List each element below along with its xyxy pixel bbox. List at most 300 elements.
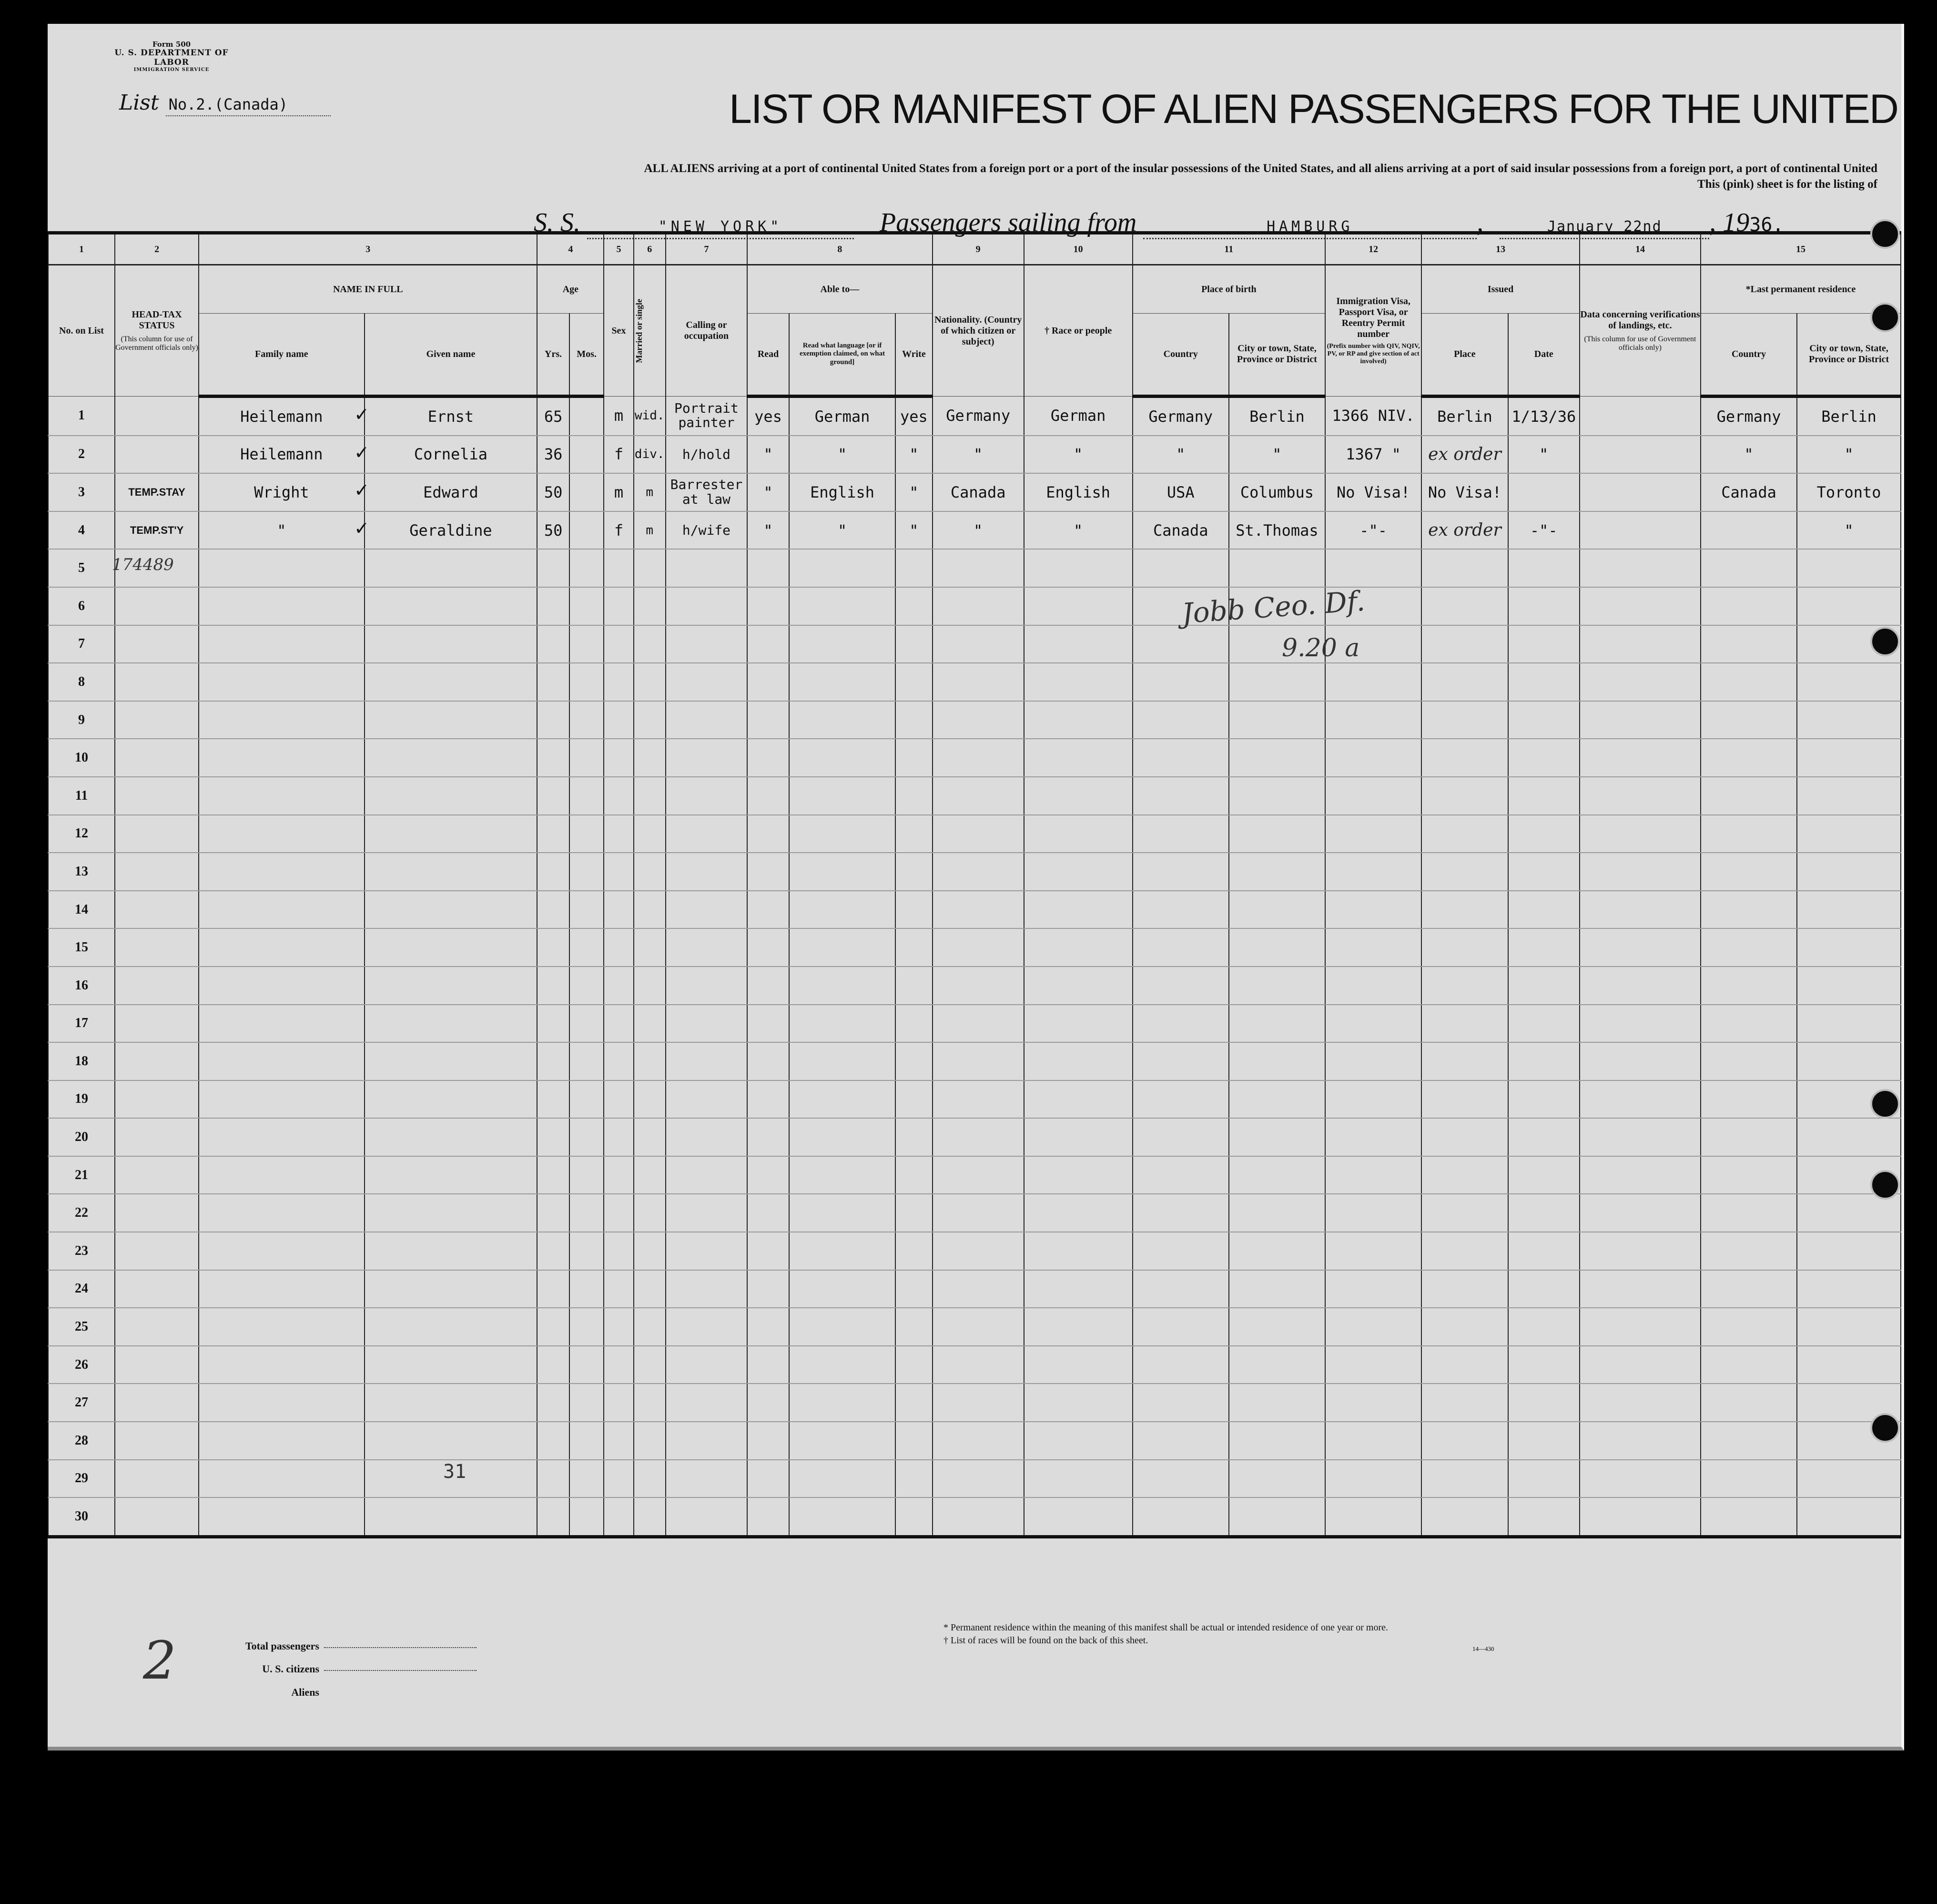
empty-cell <box>115 1270 199 1308</box>
manifest-table <box>48 231 1901 1538</box>
empty-cell <box>666 549 747 587</box>
empty-cell <box>199 1270 364 1308</box>
empty-cell <box>634 777 666 815</box>
empty-cell <box>1024 815 1133 853</box>
empty-cell <box>537 853 569 891</box>
empty-cell <box>1421 1118 1508 1156</box>
check-mark-icon: ✓ <box>355 439 368 464</box>
empty-cell <box>604 815 633 853</box>
handwritten-note-1: Jobb Ceo. Df. <box>1181 584 1366 630</box>
empty-cell <box>1580 1118 1701 1156</box>
empty-cell <box>1325 663 1421 701</box>
empty-cell <box>1024 663 1133 701</box>
empty-cell <box>1701 1080 1797 1119</box>
empty-cell <box>1797 549 1901 587</box>
empty-cell <box>789 1384 895 1422</box>
empty-row <box>48 1118 1901 1156</box>
empty-cell <box>115 587 199 625</box>
empty-cell <box>747 1042 789 1080</box>
empty-cell <box>604 967 633 1005</box>
empty-cell <box>537 549 569 587</box>
age-months <box>569 473 604 511</box>
empty-cell <box>1701 1118 1797 1156</box>
header-last-residence: *Last permanent residence <box>1701 265 1901 314</box>
empty-cell <box>1325 739 1421 777</box>
empty-cell <box>604 587 633 625</box>
empty-cell <box>604 1460 633 1498</box>
header-read-language: Read what language [or if exemption claimed, on what ground] <box>789 314 895 397</box>
empty-cell <box>895 1384 933 1422</box>
empty-cell <box>1229 1194 1325 1232</box>
empty-cell <box>747 1308 789 1346</box>
empty-cell <box>1325 891 1421 929</box>
empty-cell <box>747 1270 789 1308</box>
empty-cell <box>634 663 666 701</box>
ship-name: "NEW YORK" <box>658 218 783 235</box>
empty-cell <box>1508 625 1580 663</box>
empty-cell <box>747 663 789 701</box>
empty-cell <box>1580 891 1701 929</box>
empty-cell <box>1421 1005 1508 1043</box>
empty-cell <box>199 891 364 929</box>
empty-cell <box>365 967 537 1005</box>
empty-cell <box>1024 587 1133 625</box>
empty-cell <box>1701 1270 1797 1308</box>
empty-cell <box>634 1346 666 1384</box>
empty-cell <box>199 1080 364 1119</box>
empty-cell <box>1508 1384 1580 1422</box>
empty-row <box>48 739 1901 777</box>
empty-cell <box>569 1308 604 1346</box>
empty-cell <box>604 1422 633 1460</box>
read-language: German <box>789 397 895 436</box>
empty-cell <box>365 1118 537 1156</box>
head-tax-handwritten-number: 174489 <box>112 555 174 574</box>
empty-cell <box>634 1422 666 1460</box>
issue-date <box>1508 473 1580 511</box>
age-months <box>569 436 604 474</box>
empty-cell <box>1325 1270 1421 1308</box>
empty-cell <box>1133 625 1229 663</box>
empty-cell <box>666 625 747 663</box>
empty-cell <box>1701 928 1797 967</box>
empty-cell <box>789 1194 895 1232</box>
empty-cell <box>115 1497 199 1537</box>
empty-cell <box>604 777 633 815</box>
empty-row <box>48 928 1901 967</box>
total-passengers-label: Total passengers <box>245 1640 319 1652</box>
us-citizens-field <box>324 1658 477 1671</box>
empty-cell <box>115 1156 199 1194</box>
empty-cell <box>1229 1460 1325 1498</box>
empty-cell <box>569 663 604 701</box>
empty-cell <box>666 1118 747 1156</box>
issue-date: 1/13/36 <box>1508 397 1580 436</box>
empty-cell <box>569 739 604 777</box>
empty-cell <box>747 1080 789 1119</box>
residence-city: Berlin <box>1797 397 1901 436</box>
empty-cell <box>789 1042 895 1080</box>
row-number: 27 <box>48 1384 115 1422</box>
empty-cell <box>569 1232 604 1270</box>
empty-cell <box>1325 777 1421 815</box>
departure-port: HAMBURG <box>1267 218 1354 235</box>
empty-cell <box>537 928 569 967</box>
empty-cell <box>1024 701 1133 739</box>
can-read: yes <box>747 397 789 436</box>
empty-cell <box>1133 1042 1229 1080</box>
row-number: 2 <box>48 436 115 474</box>
empty-cell <box>365 1194 537 1232</box>
empty-cell <box>933 928 1024 967</box>
empty-cell <box>604 1194 633 1232</box>
empty-cell <box>1580 1308 1701 1346</box>
empty-cell <box>1797 587 1901 625</box>
empty-cell <box>666 1080 747 1119</box>
empty-cell <box>604 891 633 929</box>
col-num: 9 <box>933 233 1024 265</box>
empty-cell <box>1580 1156 1701 1194</box>
empty-cell <box>1508 701 1580 739</box>
empty-cell <box>569 1005 604 1043</box>
empty-cell <box>666 815 747 853</box>
header-row-1 <box>48 265 1901 314</box>
empty-row <box>48 1460 1901 1498</box>
empty-cell <box>1421 1232 1508 1270</box>
empty-cell <box>634 1460 666 1498</box>
col-num: 7 <box>666 233 747 265</box>
occupation: h/hold <box>666 436 747 474</box>
empty-cell <box>604 739 633 777</box>
age-months <box>569 511 604 550</box>
empty-cell <box>537 1080 569 1119</box>
col-num: 14 <box>1580 233 1701 265</box>
row-number: 4 <box>48 511 115 550</box>
empty-cell <box>1701 1384 1797 1422</box>
sex: f <box>604 436 633 474</box>
empty-cell <box>569 777 604 815</box>
empty-cell <box>933 1080 1024 1119</box>
header-name-in-full: NAME IN FULL <box>199 265 537 314</box>
empty-cell <box>569 701 604 739</box>
empty-cell <box>666 777 747 815</box>
empty-cell <box>666 1308 747 1346</box>
empty-cell <box>1133 1497 1229 1537</box>
empty-cell <box>933 1194 1024 1232</box>
empty-cell <box>1421 1156 1508 1194</box>
residence-city: " <box>1797 511 1901 550</box>
col-num: 5 <box>604 233 633 265</box>
empty-cell <box>634 739 666 777</box>
can-read: " <box>747 511 789 550</box>
empty-row <box>48 701 1901 739</box>
empty-cell <box>666 967 747 1005</box>
empty-cell <box>365 663 537 701</box>
empty-cell <box>569 1118 604 1156</box>
row-number: 7 <box>48 625 115 663</box>
residence-city: Toronto <box>1797 473 1901 511</box>
empty-cell <box>1508 1422 1580 1460</box>
ss-label: S. S. <box>534 208 580 237</box>
empty-cell <box>365 777 537 815</box>
empty-cell <box>933 853 1024 891</box>
header-mos: Mos. <box>569 314 604 397</box>
empty-cell <box>1229 1384 1325 1422</box>
empty-cell <box>537 815 569 853</box>
empty-cell <box>933 1422 1024 1460</box>
empty-cell <box>604 1384 633 1422</box>
empty-cell <box>537 1194 569 1232</box>
voyage-line: S. S. "NEW YORK" Passengers sailing from HAMBURG , January 22nd , 1936. <box>534 207 1877 245</box>
empty-cell <box>747 1346 789 1384</box>
empty-cell <box>1024 891 1133 929</box>
birth-city: " <box>1229 436 1325 474</box>
empty-cell <box>1701 1042 1797 1080</box>
empty-cell <box>1508 1460 1580 1498</box>
page-number: 31 <box>443 1461 467 1483</box>
empty-cell <box>666 1232 747 1270</box>
marital-status: div. <box>634 436 666 474</box>
empty-cell <box>1508 587 1580 625</box>
empty-cell <box>895 967 933 1005</box>
empty-cell <box>1421 1346 1508 1384</box>
empty-cell <box>1133 967 1229 1005</box>
empty-cell <box>1580 815 1701 853</box>
empty-cell <box>1580 549 1701 587</box>
empty-row <box>48 1497 1901 1537</box>
family-name: Heilemann <box>199 397 364 436</box>
empty-cell <box>1580 928 1701 967</box>
empty-cell <box>1508 1005 1580 1043</box>
empty-cell <box>1421 701 1508 739</box>
empty-cell <box>199 853 364 891</box>
empty-cell <box>115 1422 199 1460</box>
empty-cell <box>634 1156 666 1194</box>
binder-hole-icon <box>1870 1089 1900 1119</box>
empty-cell <box>895 739 933 777</box>
binder-hole-icon <box>1870 219 1900 249</box>
empty-cell <box>747 1005 789 1043</box>
empty-cell <box>895 928 933 967</box>
empty-row <box>48 1346 1901 1384</box>
empty-cell <box>895 1422 933 1460</box>
verification <box>1580 397 1701 436</box>
empty-cell <box>365 815 537 853</box>
empty-cell <box>634 1118 666 1156</box>
empty-cell <box>1508 1232 1580 1270</box>
can-write: yes <box>895 397 933 436</box>
residence-city: " <box>1797 436 1901 474</box>
empty-cell <box>895 1232 933 1270</box>
row-number: 5 <box>48 549 115 587</box>
issue-place-handwritten: ex order <box>1421 436 1508 474</box>
footnote-races: † List of races will be found on the back of this sheet. <box>943 1635 1148 1646</box>
empty-cell <box>199 928 364 967</box>
empty-cell <box>1229 1080 1325 1119</box>
empty-row <box>48 587 1901 625</box>
empty-cell <box>747 1194 789 1232</box>
empty-row <box>48 1156 1901 1194</box>
empty-cell <box>1421 1497 1508 1537</box>
empty-cell <box>115 1308 199 1346</box>
year-prefix: 19 <box>1723 208 1750 237</box>
empty-cell <box>1229 815 1325 853</box>
empty-cell <box>199 1346 364 1384</box>
row-number: 8 <box>48 663 115 701</box>
race: German <box>1024 397 1133 436</box>
empty-row <box>48 967 1901 1005</box>
header-issue-date: Date <box>1508 314 1580 397</box>
col-num: 8 <box>747 233 933 265</box>
empty-cell <box>895 1497 933 1537</box>
empty-cell <box>1133 1384 1229 1422</box>
empty-cell <box>895 1194 933 1232</box>
empty-cell <box>1229 777 1325 815</box>
empty-row <box>48 815 1901 853</box>
empty-cell <box>1580 1042 1701 1080</box>
empty-cell <box>933 1005 1024 1043</box>
occupation: h/wife <box>666 511 747 550</box>
empty-cell <box>1229 1042 1325 1080</box>
empty-cell <box>115 891 199 929</box>
empty-cell <box>1024 1497 1133 1537</box>
empty-cell <box>1133 928 1229 967</box>
empty-cell <box>604 701 633 739</box>
empty-cell <box>1133 815 1229 853</box>
can-write: " <box>895 511 933 550</box>
row-number: 21 <box>48 1156 115 1194</box>
empty-cell <box>1797 1308 1901 1346</box>
empty-cell <box>1229 928 1325 967</box>
empty-cell <box>1133 1156 1229 1194</box>
sex: m <box>604 473 633 511</box>
empty-cell <box>537 967 569 1005</box>
empty-cell <box>537 739 569 777</box>
empty-cell <box>365 701 537 739</box>
empty-cell <box>604 1308 633 1346</box>
nationality: Canada <box>933 473 1024 511</box>
row-number: 1 <box>48 397 115 436</box>
empty-cell <box>747 777 789 815</box>
issue-place: Berlin <box>1421 397 1508 436</box>
empty-cell <box>789 625 895 663</box>
empty-cell <box>789 1080 895 1119</box>
binder-hole-icon <box>1870 1413 1900 1443</box>
empty-cell <box>1133 1194 1229 1232</box>
sex: f <box>604 511 633 550</box>
empty-cell <box>1701 815 1797 853</box>
empty-cell <box>537 1118 569 1156</box>
empty-cell <box>1701 777 1797 815</box>
empty-cell <box>747 587 789 625</box>
empty-cell <box>1797 853 1901 891</box>
empty-cell <box>1797 1270 1901 1308</box>
age-years: 50 <box>537 511 569 550</box>
header-issued: Issued <box>1421 265 1580 314</box>
empty-cell <box>747 701 789 739</box>
empty-cell <box>1229 663 1325 701</box>
header-visa <box>1325 265 1421 397</box>
aliens-label: Aliens <box>291 1686 319 1698</box>
visa-number: 1366 NIV. <box>1325 397 1421 436</box>
empty-cell <box>634 853 666 891</box>
empty-cell <box>199 549 364 587</box>
empty-cell <box>634 1042 666 1080</box>
empty-cell <box>365 928 537 967</box>
empty-cell <box>1508 1080 1580 1119</box>
empty-cell <box>747 1156 789 1194</box>
row-number: 20 <box>48 1118 115 1156</box>
empty-cell <box>604 928 633 967</box>
empty-cell <box>199 701 364 739</box>
check-mark-icon: ✓ <box>355 478 368 502</box>
residence-country: Canada <box>1701 473 1797 511</box>
empty-cell <box>1508 549 1580 587</box>
empty-cell <box>634 625 666 663</box>
empty-cell <box>1229 1422 1325 1460</box>
empty-cell <box>199 1232 364 1270</box>
empty-cell <box>537 1308 569 1346</box>
row-number: 10 <box>48 739 115 777</box>
empty-cell <box>199 739 364 777</box>
empty-cell <box>115 815 199 853</box>
col-num: 3 <box>199 233 537 265</box>
empty-cell <box>1797 1460 1901 1498</box>
empty-cell <box>933 701 1024 739</box>
race: " <box>1024 511 1133 550</box>
empty-cell <box>634 549 666 587</box>
empty-cell <box>1024 1156 1133 1194</box>
empty-cell <box>199 1194 364 1232</box>
header-nationality: Nationality. (Country of which citizen or subject) <box>933 265 1024 397</box>
check-mark-icon: ✓ <box>355 515 368 540</box>
empty-cell <box>666 1460 747 1498</box>
empty-cell <box>365 739 537 777</box>
empty-cell <box>537 701 569 739</box>
empty-cell <box>1421 1270 1508 1308</box>
empty-cell <box>1421 928 1508 967</box>
empty-cell <box>115 967 199 1005</box>
empty-cell <box>634 1270 666 1308</box>
passenger-row <box>48 511 1901 550</box>
empty-cell <box>1797 1497 1901 1537</box>
marital-status: wid. <box>634 397 666 436</box>
empty-cell <box>1580 1422 1701 1460</box>
head-tax-status <box>115 436 199 474</box>
form-header <box>110 41 233 73</box>
department-name: U. S. DEPARTMENT OF LABOR <box>114 48 229 67</box>
empty-cell <box>933 1270 1024 1308</box>
empty-cell <box>1325 928 1421 967</box>
empty-cell <box>199 1308 364 1346</box>
empty-cell <box>1133 1232 1229 1270</box>
col-num: 6 <box>634 233 666 265</box>
empty-cell <box>666 1194 747 1232</box>
read-language: " <box>789 436 895 474</box>
empty-cell <box>115 1232 199 1270</box>
empty-cell <box>1797 663 1901 701</box>
race: English <box>1024 473 1133 511</box>
empty-cell <box>1701 663 1797 701</box>
empty-cell <box>666 1422 747 1460</box>
empty-cell <box>537 625 569 663</box>
empty-cell <box>933 1118 1024 1156</box>
empty-cell <box>569 1497 604 1537</box>
empty-cell <box>1133 1422 1229 1460</box>
row-number: 6 <box>48 587 115 625</box>
empty-cell <box>1325 1005 1421 1043</box>
empty-cell <box>933 777 1024 815</box>
